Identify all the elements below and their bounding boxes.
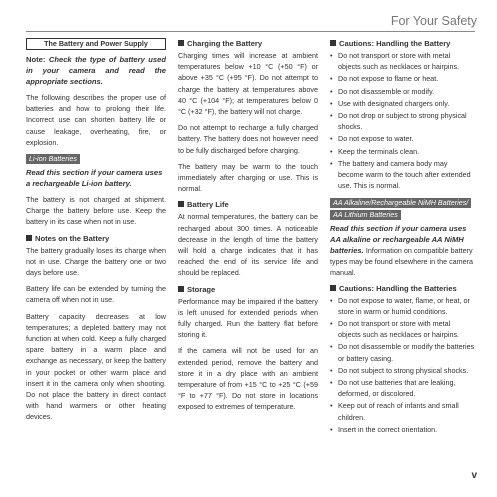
life-paragraph: At normal temperatures, the battery can be recharged about 300 times. A noticeable decrease in the length of time the battery will hold a charge indicates that it has reached the end of its service life and should be replaced.	[178, 212, 318, 278]
list-item: • Do not drop or subject to strong physical shocks.	[330, 110, 475, 132]
aa-info: Information on compatible battery types may be found elsewhere in the camera manual.	[330, 245, 474, 277]
list-item: • Do not use batteries that are leaking, deformed, or discolored.	[330, 377, 475, 399]
aa-lead: Read this section if your camera uses AA alkaline or rechargeable AA NiMH batteries. Information on compatible battery types may be found elsewhere in the camera manual.	[330, 223, 474, 277]
note-label: Note:	[26, 55, 46, 64]
cautions-batteries-heading: Cautions: Handling the Batteries	[330, 283, 475, 294]
aa-tag-block	[330, 197, 475, 222]
charging-paragraph-2: Do not attempt to recharge a fully charged battery. The battery does not however need to be fully discharged before charging.	[178, 123, 318, 155]
life-heading: Battery Life	[178, 199, 318, 210]
square-bullet-icon	[178, 40, 184, 46]
column-1	[26, 38, 166, 428]
charging-paragraph-1: Charging times will increase at ambient temperatures below +10 °C (+50 °F) or above +35 °C (+95 °F). Do not attempt to charge the battery at temperatures above 40 °C (+104 °F); at temperatures below 0 °C (+32 °F), the battery will not charge.	[178, 51, 318, 117]
aa-tag-line-1: AA Alkaline/Rechargeable NiMH Batteries/	[330, 198, 471, 208]
header-rule	[26, 31, 475, 32]
list-item: • Keep out of reach of infants and small children.	[330, 400, 475, 422]
intro-paragraph: The following describes the proper use of batteries and how to prolong their life. Incorrect use can shorten battery life or cause leakage, overheating, fire, or explosion.	[26, 93, 166, 147]
charging-heading: Charging the Battery	[178, 38, 318, 49]
column-3	[330, 38, 475, 439]
list-item: • Use with designated chargers only.	[330, 98, 475, 109]
list-item: • Insert in the correct orientation.	[330, 424, 475, 435]
list-item: • Do not transport or store with metal objects such as necklaces or hairpins.	[330, 318, 475, 340]
liion-lead: Read this section if your camera uses a rechargeable Li-ion battery.	[26, 168, 163, 189]
list-item: • Do not transport or store with metal objects such as necklaces or hairpins.	[330, 50, 475, 72]
notes-paragraph-2: Battery life can be extended by turning the camera off when not in use.	[26, 284, 166, 305]
list-item: • Do not expose to water.	[330, 133, 475, 144]
square-bullet-icon	[178, 286, 184, 292]
storage-heading: Storage	[178, 284, 318, 295]
liion-paragraph: The battery is not charged at shipment. Charge the battery before use. Keep the battery in its case when not in use.	[26, 195, 166, 227]
notes-paragraph-3: Battery capacity decreases at low temperatures; a depleted battery may not function at when cold. Keep a fully charged spare battery in a warm place and exchange as necessary, or keep the battery in your pocket or other warm place and insert it in the camera only when shooting. Do not place the battery in direct contact with hand warmers or other heating devices.	[26, 311, 166, 422]
page-section-title: For Your Safety	[390, 14, 477, 28]
cautions-battery-heading: Cautions: Handling the Battery	[330, 38, 475, 49]
square-bullet-icon	[26, 235, 32, 241]
notes-heading: Notes on the Battery	[26, 233, 166, 244]
square-bullet-icon	[330, 40, 336, 46]
list-item: • Do not expose to flame or heat.	[330, 73, 475, 84]
list-item: • Do not subject to strong physical shocks.	[330, 365, 475, 376]
list-item: • The battery and camera body may become warm to the touch after extended use. This is normal.	[330, 158, 475, 192]
note-text: Check the type of battery used in your camera and read the appropriate sections.	[26, 55, 166, 86]
box-title: The Battery and Power Supply	[26, 38, 166, 50]
charging-paragraph-3: The battery may be warm to the touch immediately after charging or use. This is normal.	[178, 161, 318, 194]
storage-paragraph-2: If the camera will not be used for an extended period, remove the battery and store it in a dry place with an ambient temperature of from +15 °C to +25 °C (+59 °F to +77 °F). Do not store in locations exposed to extremes of temperature.	[178, 346, 318, 412]
liion-tag: Li-ion Batteries	[26, 154, 80, 164]
square-bullet-icon	[330, 285, 336, 291]
cautions-batteries-list	[330, 295, 475, 435]
aa-tag-line-2: AA Lithium Batteries	[330, 210, 401, 220]
list-item: • Keep the terminals clean.	[330, 146, 475, 157]
page-number: v	[471, 470, 477, 481]
notes-paragraph-1: The battery gradually loses its charge when not in use. Charge the battery one or two days before use.	[26, 245, 166, 278]
square-bullet-icon	[178, 201, 184, 207]
cautions-battery-list	[330, 50, 475, 191]
storage-paragraph-1: Performance may be impaired if the battery is left unused for extended periods when fully charged. Run the battery flat before storing it.	[178, 296, 318, 340]
list-item: • Do not disassemble or modify.	[330, 86, 475, 97]
column-2	[178, 38, 318, 418]
list-item: • Do not disassemble or modify the batteries or battery casing.	[330, 341, 475, 363]
list-item: • Do not expose to water, flame, or heat, or store in warm or humid conditions.	[330, 295, 475, 317]
note-paragraph	[26, 54, 166, 87]
